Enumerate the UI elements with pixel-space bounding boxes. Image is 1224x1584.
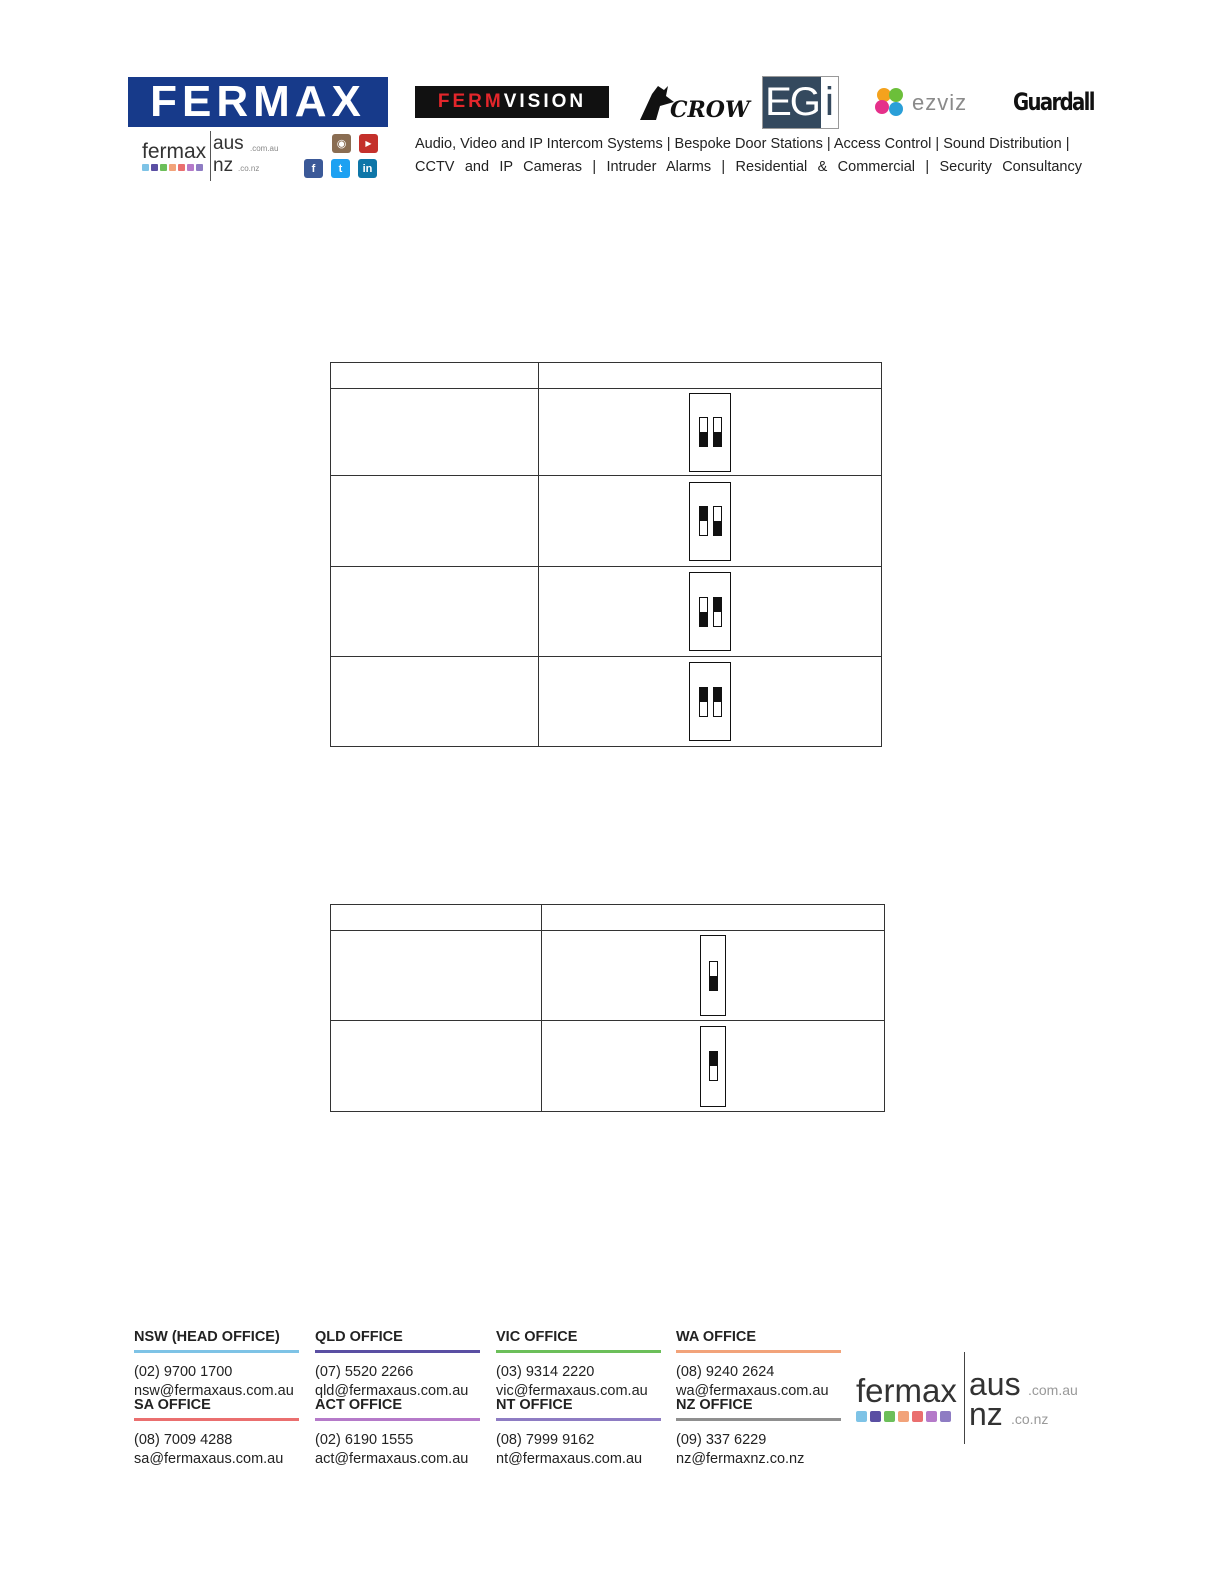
- switch-slot: [699, 417, 708, 447]
- office-email[interactable]: nz@fermaxnz.co.nz: [676, 1451, 805, 1467]
- dip-switch-cell: [539, 657, 882, 747]
- brand-dot: [160, 164, 167, 171]
- office-name: NZ OFFICE: [676, 1397, 753, 1413]
- table-header-cell: [542, 905, 885, 931]
- office-email[interactable]: wa@fermaxaus.com.au: [676, 1383, 829, 1399]
- tagline-line-2: CCTV and IP Cameras | Intruder Alarms | Residential & Commercial | Security Consultancy: [415, 159, 1082, 175]
- brand-separator: [210, 131, 211, 181]
- switch-slot: [699, 597, 708, 627]
- switch-knob: [714, 688, 721, 702]
- ezviz-logo: [872, 84, 977, 122]
- youtube-icon[interactable]: ▶: [359, 134, 378, 153]
- row-label-cell: [331, 931, 542, 1021]
- office-name: NSW (HEAD OFFICE): [134, 1329, 280, 1345]
- office-color-bar: [315, 1418, 480, 1421]
- brand-fermax-text: fermax: [142, 140, 207, 163]
- brand-dot: [926, 1411, 937, 1422]
- switch-knob: [700, 507, 707, 521]
- office-nsw: [134, 1329, 299, 1401]
- office-email[interactable]: nt@fermaxaus.com.au: [496, 1451, 643, 1467]
- dip-switch: [689, 482, 731, 561]
- office-nt: [496, 1397, 661, 1469]
- table-row: [331, 657, 882, 747]
- brand-fermax-text: fermax: [856, 1372, 957, 1409]
- office-name: WA OFFICE: [676, 1329, 757, 1345]
- fermvision-white-text: VISION: [503, 91, 587, 112]
- office-email[interactable]: qld@fermaxaus.com.au: [315, 1383, 469, 1399]
- table-row: [331, 476, 882, 567]
- table-row: [331, 931, 885, 1021]
- brand-aus-text: aus: [213, 133, 244, 154]
- dip-switch: [689, 572, 731, 651]
- office-name: ACT OFFICE: [315, 1397, 402, 1413]
- fermax-logo: [128, 77, 388, 127]
- instagram-icon[interactable]: ◉: [332, 134, 351, 153]
- office-phone: (08) 7009 4288: [134, 1432, 233, 1448]
- brand-aus-suffix: .com.au: [1028, 1382, 1078, 1398]
- twitter-icon[interactable]: t: [331, 159, 350, 178]
- office-phone: (08) 7999 9162: [496, 1432, 595, 1448]
- office-phone: (09) 337 6229: [676, 1432, 767, 1448]
- row-label-cell: [331, 657, 539, 747]
- brand-dot: [142, 164, 149, 171]
- office-color-bar: [315, 1350, 480, 1353]
- office-name: SA OFFICE: [134, 1397, 211, 1413]
- switch-knob: [710, 1052, 717, 1066]
- table-row: [331, 567, 882, 657]
- switch-knob: [700, 612, 707, 626]
- brand-nz-suffix: .co.nz: [238, 164, 260, 173]
- switch-slot: [709, 961, 718, 991]
- table-row: [331, 389, 882, 476]
- office-phone: (08) 9240 2624: [676, 1364, 775, 1380]
- switch-slot: [713, 417, 722, 447]
- office-act: [315, 1397, 480, 1469]
- dip-switch: [700, 935, 726, 1016]
- office-name: QLD OFFICE: [315, 1329, 403, 1345]
- row-label-cell: [331, 389, 539, 476]
- office-phone: (07) 5520 2266: [315, 1364, 414, 1380]
- crow-logo-text: CROW: [670, 97, 750, 123]
- office-vic: [496, 1329, 661, 1401]
- office-email[interactable]: nsw@fermaxaus.com.au: [134, 1383, 294, 1399]
- brand-aus-suffix: .com.au: [250, 144, 279, 153]
- switch-knob: [714, 432, 721, 446]
- switch-slot: [709, 1051, 718, 1081]
- row-label-cell: [331, 476, 539, 567]
- row-label-cell: [331, 1021, 542, 1112]
- dip-switch: [689, 662, 731, 741]
- crow-logo: [638, 82, 750, 124]
- guardall-logo: Guardall: [1013, 88, 1094, 116]
- office-phone: (02) 9700 1700: [134, 1364, 233, 1380]
- fermaxaus-small-logo: [142, 131, 292, 183]
- brand-nz-text: nz: [969, 1396, 1003, 1432]
- office-phone: (03) 9314 2220: [496, 1364, 595, 1380]
- egi-logo: [762, 76, 839, 129]
- table-header-row: [331, 905, 885, 931]
- office-color-bar: [496, 1418, 661, 1421]
- switch-slot: [699, 506, 708, 536]
- table-header-cell: [331, 905, 542, 931]
- switch-knob: [714, 521, 721, 535]
- dip-switch-table-1: [330, 362, 882, 747]
- office-color-bar: [496, 1350, 661, 1353]
- dip-switch-cell: [542, 1021, 885, 1112]
- brand-dot: [151, 164, 158, 171]
- facebook-icon[interactable]: f: [304, 159, 323, 178]
- dip-switch: [700, 1026, 726, 1107]
- office-sa: [134, 1397, 299, 1469]
- brand-color-dots: [856, 1411, 951, 1422]
- fermaxaus-footer-logo: [856, 1352, 1096, 1447]
- brand-color-dots: [142, 164, 203, 171]
- brand-dot: [178, 164, 185, 171]
- brand-dot: [898, 1411, 909, 1422]
- dip-switch-cell: [542, 931, 885, 1021]
- switch-knob: [710, 976, 717, 990]
- office-name: VIC OFFICE: [496, 1329, 578, 1345]
- table-header-cell: [539, 363, 882, 389]
- office-wa: [676, 1329, 841, 1401]
- brand-dot: [856, 1411, 867, 1422]
- office-name: NT OFFICE: [496, 1397, 573, 1413]
- office-color-bar: [676, 1418, 841, 1421]
- office-email[interactable]: vic@fermaxaus.com.au: [496, 1383, 648, 1399]
- egi-logo-i: i: [825, 80, 834, 124]
- brand-dot: [870, 1411, 881, 1422]
- switch-slot: [699, 687, 708, 717]
- dip-switch-cell: [539, 389, 882, 476]
- table-header-cell: [331, 363, 539, 389]
- dip-switch-cell: [539, 476, 882, 567]
- office-color-bar: [676, 1350, 841, 1353]
- office-phone: (02) 6190 1555: [315, 1432, 414, 1448]
- brand-dot: [940, 1411, 951, 1422]
- brand-dot: [169, 164, 176, 171]
- office-nz: [676, 1397, 841, 1469]
- fermax-logo-text: FERMAX: [150, 77, 366, 126]
- brand-nz-suffix: .co.nz: [1011, 1411, 1049, 1427]
- switch-knob: [700, 432, 707, 446]
- switch-slot: [713, 597, 722, 627]
- office-email[interactable]: sa@fermaxaus.com.au: [134, 1451, 284, 1467]
- brand-nz-text: nz: [213, 155, 234, 176]
- tagline-line-1: Audio, Video and IP Intercom Systems | Bespoke Door Stations | Access Control | Sound Distribution |: [415, 136, 1070, 152]
- office-color-bar: [134, 1350, 299, 1353]
- brand-dot: [187, 164, 194, 171]
- switch-slot: [713, 687, 722, 717]
- brand-separator: [964, 1352, 965, 1444]
- office-color-bar: [134, 1418, 299, 1421]
- office-qld: [315, 1329, 480, 1401]
- brand-dot: [884, 1411, 895, 1422]
- table-row: [331, 1021, 885, 1112]
- switch-knob: [700, 688, 707, 702]
- brand-aus-text: aus: [969, 1366, 1021, 1402]
- ezviz-logo-text: ezviz: [912, 90, 968, 115]
- row-label-cell: [331, 567, 539, 657]
- egi-logo-eg: EG: [763, 77, 821, 128]
- switch-knob: [714, 598, 721, 612]
- dip-switch: [689, 393, 731, 472]
- linkedin-icon[interactable]: in: [358, 159, 377, 178]
- dip-switch-cell: [539, 567, 882, 657]
- switch-slot: [713, 506, 722, 536]
- table-header-row: [331, 363, 882, 389]
- dip-switch-table-2: [330, 904, 885, 1112]
- office-email[interactable]: act@fermaxaus.com.au: [315, 1451, 469, 1467]
- brand-dot: [912, 1411, 923, 1422]
- brand-dot: [196, 164, 203, 171]
- ezviz-flower-icon: [872, 85, 908, 121]
- fermvision-red-text: FERM: [437, 91, 504, 112]
- fermvision-logo: [415, 86, 609, 118]
